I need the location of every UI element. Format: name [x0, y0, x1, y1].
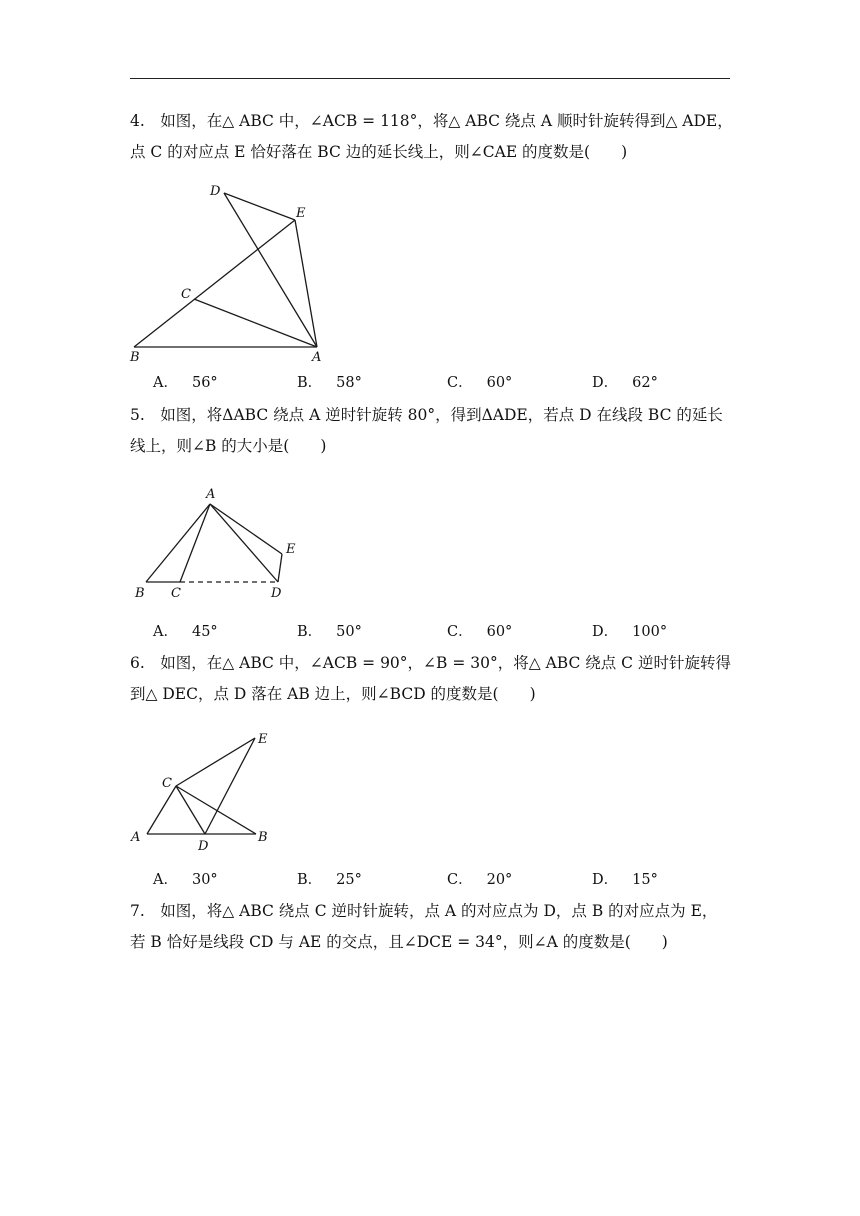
- option-label: A．: [153, 375, 178, 391]
- segment-de: [205, 738, 255, 834]
- question-4-options: [153, 371, 753, 395]
- option-label: C．: [447, 375, 473, 391]
- option-b[interactable]: [297, 868, 362, 889]
- option-b[interactable]: [297, 371, 362, 392]
- option-c[interactable]: [447, 868, 512, 889]
- option-value: 58°: [336, 375, 362, 391]
- question-6-options: [153, 868, 753, 892]
- option-label: D．: [592, 624, 619, 640]
- segment-ae: [210, 504, 282, 554]
- option-label: A．: [153, 872, 178, 888]
- option-value: 15°: [632, 872, 658, 888]
- option-value: 56°: [191, 375, 218, 391]
- label-b: B: [258, 830, 268, 845]
- option-c[interactable]: [447, 620, 512, 641]
- option-label: D．: [592, 872, 619, 888]
- segment-ca: [194, 299, 317, 347]
- question-6: [130, 648, 734, 710]
- question-7-line-2: 若 B 恰好是线段 CD 与 AE 的交点，且∠DCE = 34°，则∠A 的度数是( ): [130, 933, 668, 951]
- question-6-line-2: 到△ DEC，点 D 落在 AB 边上，则∠BCD 的度数是( ): [130, 685, 536, 703]
- label-d: D: [271, 586, 282, 601]
- question-4-line-1: 4. 如图，在△ ABC 中，∠ACB = 118°，将△ ABC 绕点 A 顺时针旋转得到△ ADE，: [130, 112, 733, 130]
- segment-ad: [210, 504, 278, 582]
- option-a[interactable]: [153, 868, 218, 889]
- question-7: [130, 896, 734, 958]
- question-6-line-1: 6. 如图，在△ ABC 中，∠ACB = 90°，∠B = 30°，将△ ABC 绕点 C 逆时针旋转得: [130, 654, 731, 672]
- option-value: 45°: [191, 624, 218, 640]
- option-d[interactable]: [592, 868, 658, 889]
- label-c: C: [171, 586, 181, 601]
- label-b: B: [130, 350, 140, 365]
- option-value: 20°: [486, 872, 513, 888]
- option-value: 50°: [336, 624, 362, 640]
- label-d: D: [198, 839, 209, 854]
- label-a: A: [312, 350, 322, 365]
- option-value: 30°: [191, 872, 218, 888]
- label-c: C: [162, 776, 172, 791]
- top-rule: [130, 78, 730, 79]
- question-6-figure: [128, 726, 288, 856]
- option-value: 62°: [632, 375, 658, 391]
- segment-ed: [278, 554, 282, 582]
- option-label: B．: [297, 624, 323, 640]
- label-e: E: [296, 206, 306, 221]
- question-4: [130, 106, 734, 168]
- option-b[interactable]: [297, 620, 362, 641]
- option-value: 60°: [486, 624, 513, 640]
- option-d[interactable]: [592, 620, 667, 641]
- segment-ac: [180, 504, 210, 582]
- label-e: E: [286, 542, 296, 557]
- question-4-figure: [128, 180, 338, 368]
- question-5: [130, 400, 734, 462]
- segment-cb: [176, 786, 256, 834]
- option-label: B．: [297, 375, 323, 391]
- option-a[interactable]: [153, 371, 218, 392]
- segment-ac: [147, 786, 176, 834]
- segment-cd: [176, 786, 205, 834]
- option-label: C．: [447, 872, 473, 888]
- option-c[interactable]: [447, 371, 512, 392]
- option-a[interactable]: [153, 620, 218, 641]
- label-e: E: [258, 732, 268, 747]
- segment-be: [134, 220, 295, 347]
- question-7-line-1: 7. 如图，将△ ABC 绕点 C 逆时针旋转，点 A 的对应点为 D，点 B 的对应点为 E，: [130, 902, 718, 920]
- segment-ab: [146, 504, 210, 582]
- label-c: C: [181, 287, 191, 302]
- question-5-line-2: 线上，则∠B 的大小是( ): [130, 437, 327, 455]
- label-d: D: [210, 184, 221, 199]
- option-value: 100°: [632, 624, 668, 640]
- question-5-figure: [128, 484, 328, 604]
- question-4-line-2: 点 C 的对应点 E 恰好落在 BC 边的延长线上，则∠CAE 的度数是( ): [130, 143, 628, 161]
- label-a: A: [131, 830, 141, 845]
- option-d[interactable]: [592, 371, 658, 392]
- option-value: 60°: [486, 375, 513, 391]
- option-value: 25°: [336, 872, 362, 888]
- label-a: A: [206, 487, 216, 502]
- option-label: A．: [153, 624, 178, 640]
- option-label: C．: [447, 624, 473, 640]
- question-5-options: [153, 620, 753, 644]
- label-b: B: [135, 586, 145, 601]
- question-5-line-1: 5. 如图，将ΔABC 绕点 A 逆时针旋转 80°，得到ΔADE，若点 D 在线段 BC 的延长: [130, 406, 723, 424]
- option-label: D．: [592, 375, 619, 391]
- option-label: B．: [297, 872, 323, 888]
- segment-de: [224, 193, 295, 220]
